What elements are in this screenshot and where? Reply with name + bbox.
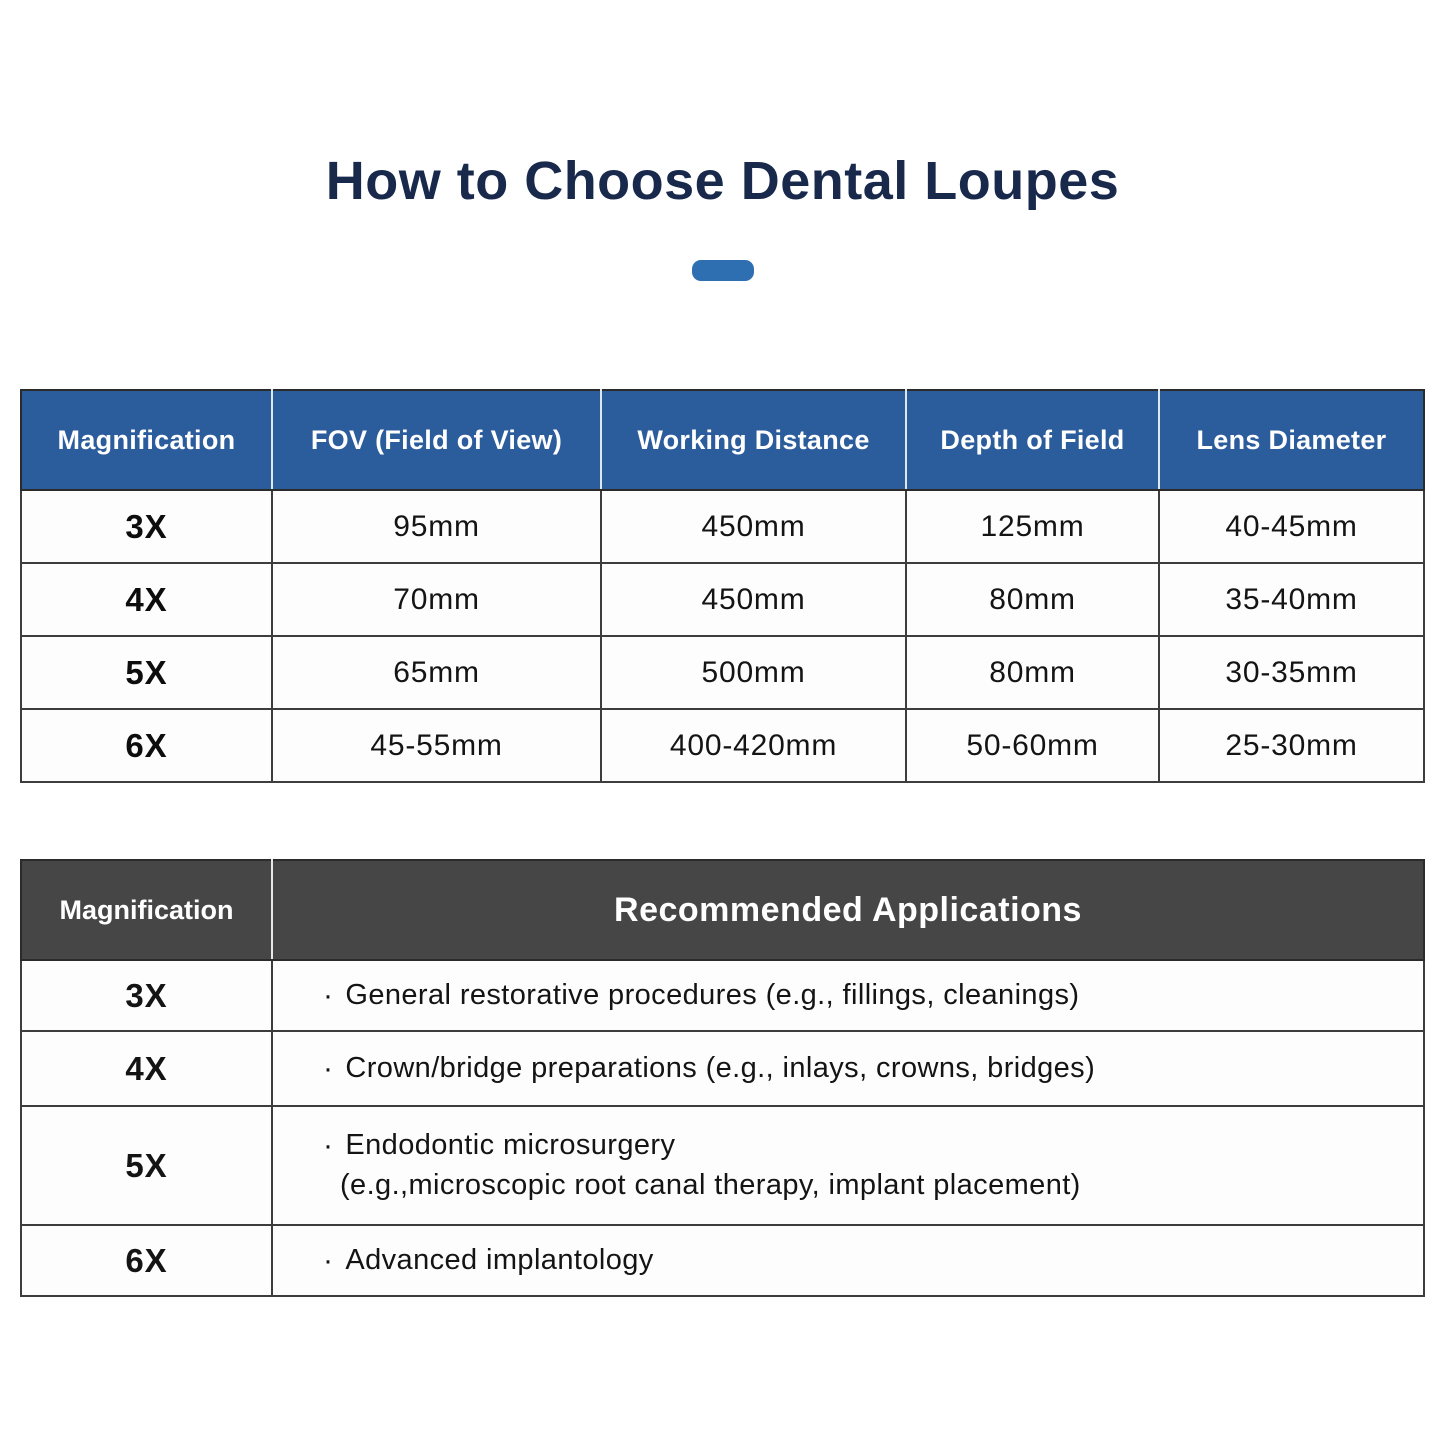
application-cell — [272, 1031, 1424, 1106]
working-distance-cell: 500mm — [601, 636, 906, 709]
magnification-cell: 3X — [21, 960, 272, 1031]
column-header-magnification: Magnification — [21, 390, 272, 490]
depth-of-field-cell: 50-60mm — [906, 709, 1159, 782]
depth-of-field-cell: 80mm — [906, 563, 1159, 636]
application-text: Endodontic microsurgery — [345, 1129, 676, 1161]
magnification-cell: 6X — [21, 709, 272, 782]
applications-table — [20, 859, 1425, 1297]
application-cell — [272, 1225, 1424, 1296]
fov-cell: 45-55mm — [272, 709, 601, 782]
table-row — [21, 709, 1424, 782]
table-row — [21, 563, 1424, 636]
working-distance-cell: 450mm — [601, 490, 906, 563]
fov-cell: 65mm — [272, 636, 601, 709]
application-cell — [272, 1106, 1424, 1225]
bullet-icon: · — [323, 1243, 334, 1277]
column-header-lens-diameter: Lens Diameter — [1159, 390, 1424, 490]
column-header-depth-of-field: Depth of Field — [906, 390, 1159, 490]
application-cell — [272, 960, 1424, 1031]
table-row — [21, 490, 1424, 563]
column-header-magnification: Magnification — [21, 860, 272, 960]
page-title: How to Choose Dental Loupes — [325, 151, 1120, 211]
magnification-cell: 6X — [21, 1225, 272, 1296]
applications-header-row — [21, 860, 1424, 960]
table-row — [21, 1225, 1424, 1296]
lens-diameter-cell: 25-30mm — [1159, 709, 1424, 782]
working-distance-cell: 450mm — [601, 563, 906, 636]
table-row — [21, 960, 1424, 1031]
depth-of-field-cell: 80mm — [906, 636, 1159, 709]
table-row — [21, 1106, 1424, 1225]
table-row — [21, 1031, 1424, 1106]
bullet-icon: · — [323, 978, 334, 1012]
column-header-fov: FOV (Field of View) — [272, 390, 601, 490]
magnification-cell: 3X — [21, 490, 272, 563]
working-distance-cell: 400-420mm — [601, 709, 906, 782]
bullet-icon: · — [323, 1128, 334, 1162]
lens-diameter-cell: 35-40mm — [1159, 563, 1424, 636]
application-subtext: (e.g.,microscopic root canal therapy, implant placement) — [340, 1169, 1081, 1201]
spec-header-row — [21, 390, 1424, 490]
application-text: Crown/bridge preparations (e.g., inlays, crowns, bridges) — [345, 1052, 1096, 1084]
bullet-icon: · — [323, 1051, 334, 1085]
spec-table — [20, 389, 1425, 783]
magnification-cell: 4X — [21, 563, 272, 636]
table-row — [21, 636, 1424, 709]
lens-diameter-cell: 40-45mm — [1159, 490, 1424, 563]
lens-diameter-cell: 30-35mm — [1159, 636, 1424, 709]
fov-cell: 95mm — [272, 490, 601, 563]
application-text: Advanced implantology — [345, 1244, 654, 1276]
application-text: General restorative procedures (e.g., fillings, cleanings) — [345, 979, 1080, 1011]
title-accent-dash — [692, 260, 754, 281]
column-header-working-distance: Working Distance — [601, 390, 906, 490]
magnification-cell: 4X — [21, 1031, 272, 1106]
magnification-cell: 5X — [21, 636, 272, 709]
column-header-recommended-applications: Recommended Applications — [272, 860, 1424, 960]
magnification-cell: 5X — [21, 1106, 272, 1225]
depth-of-field-cell: 125mm — [906, 490, 1159, 563]
fov-cell: 70mm — [272, 563, 601, 636]
